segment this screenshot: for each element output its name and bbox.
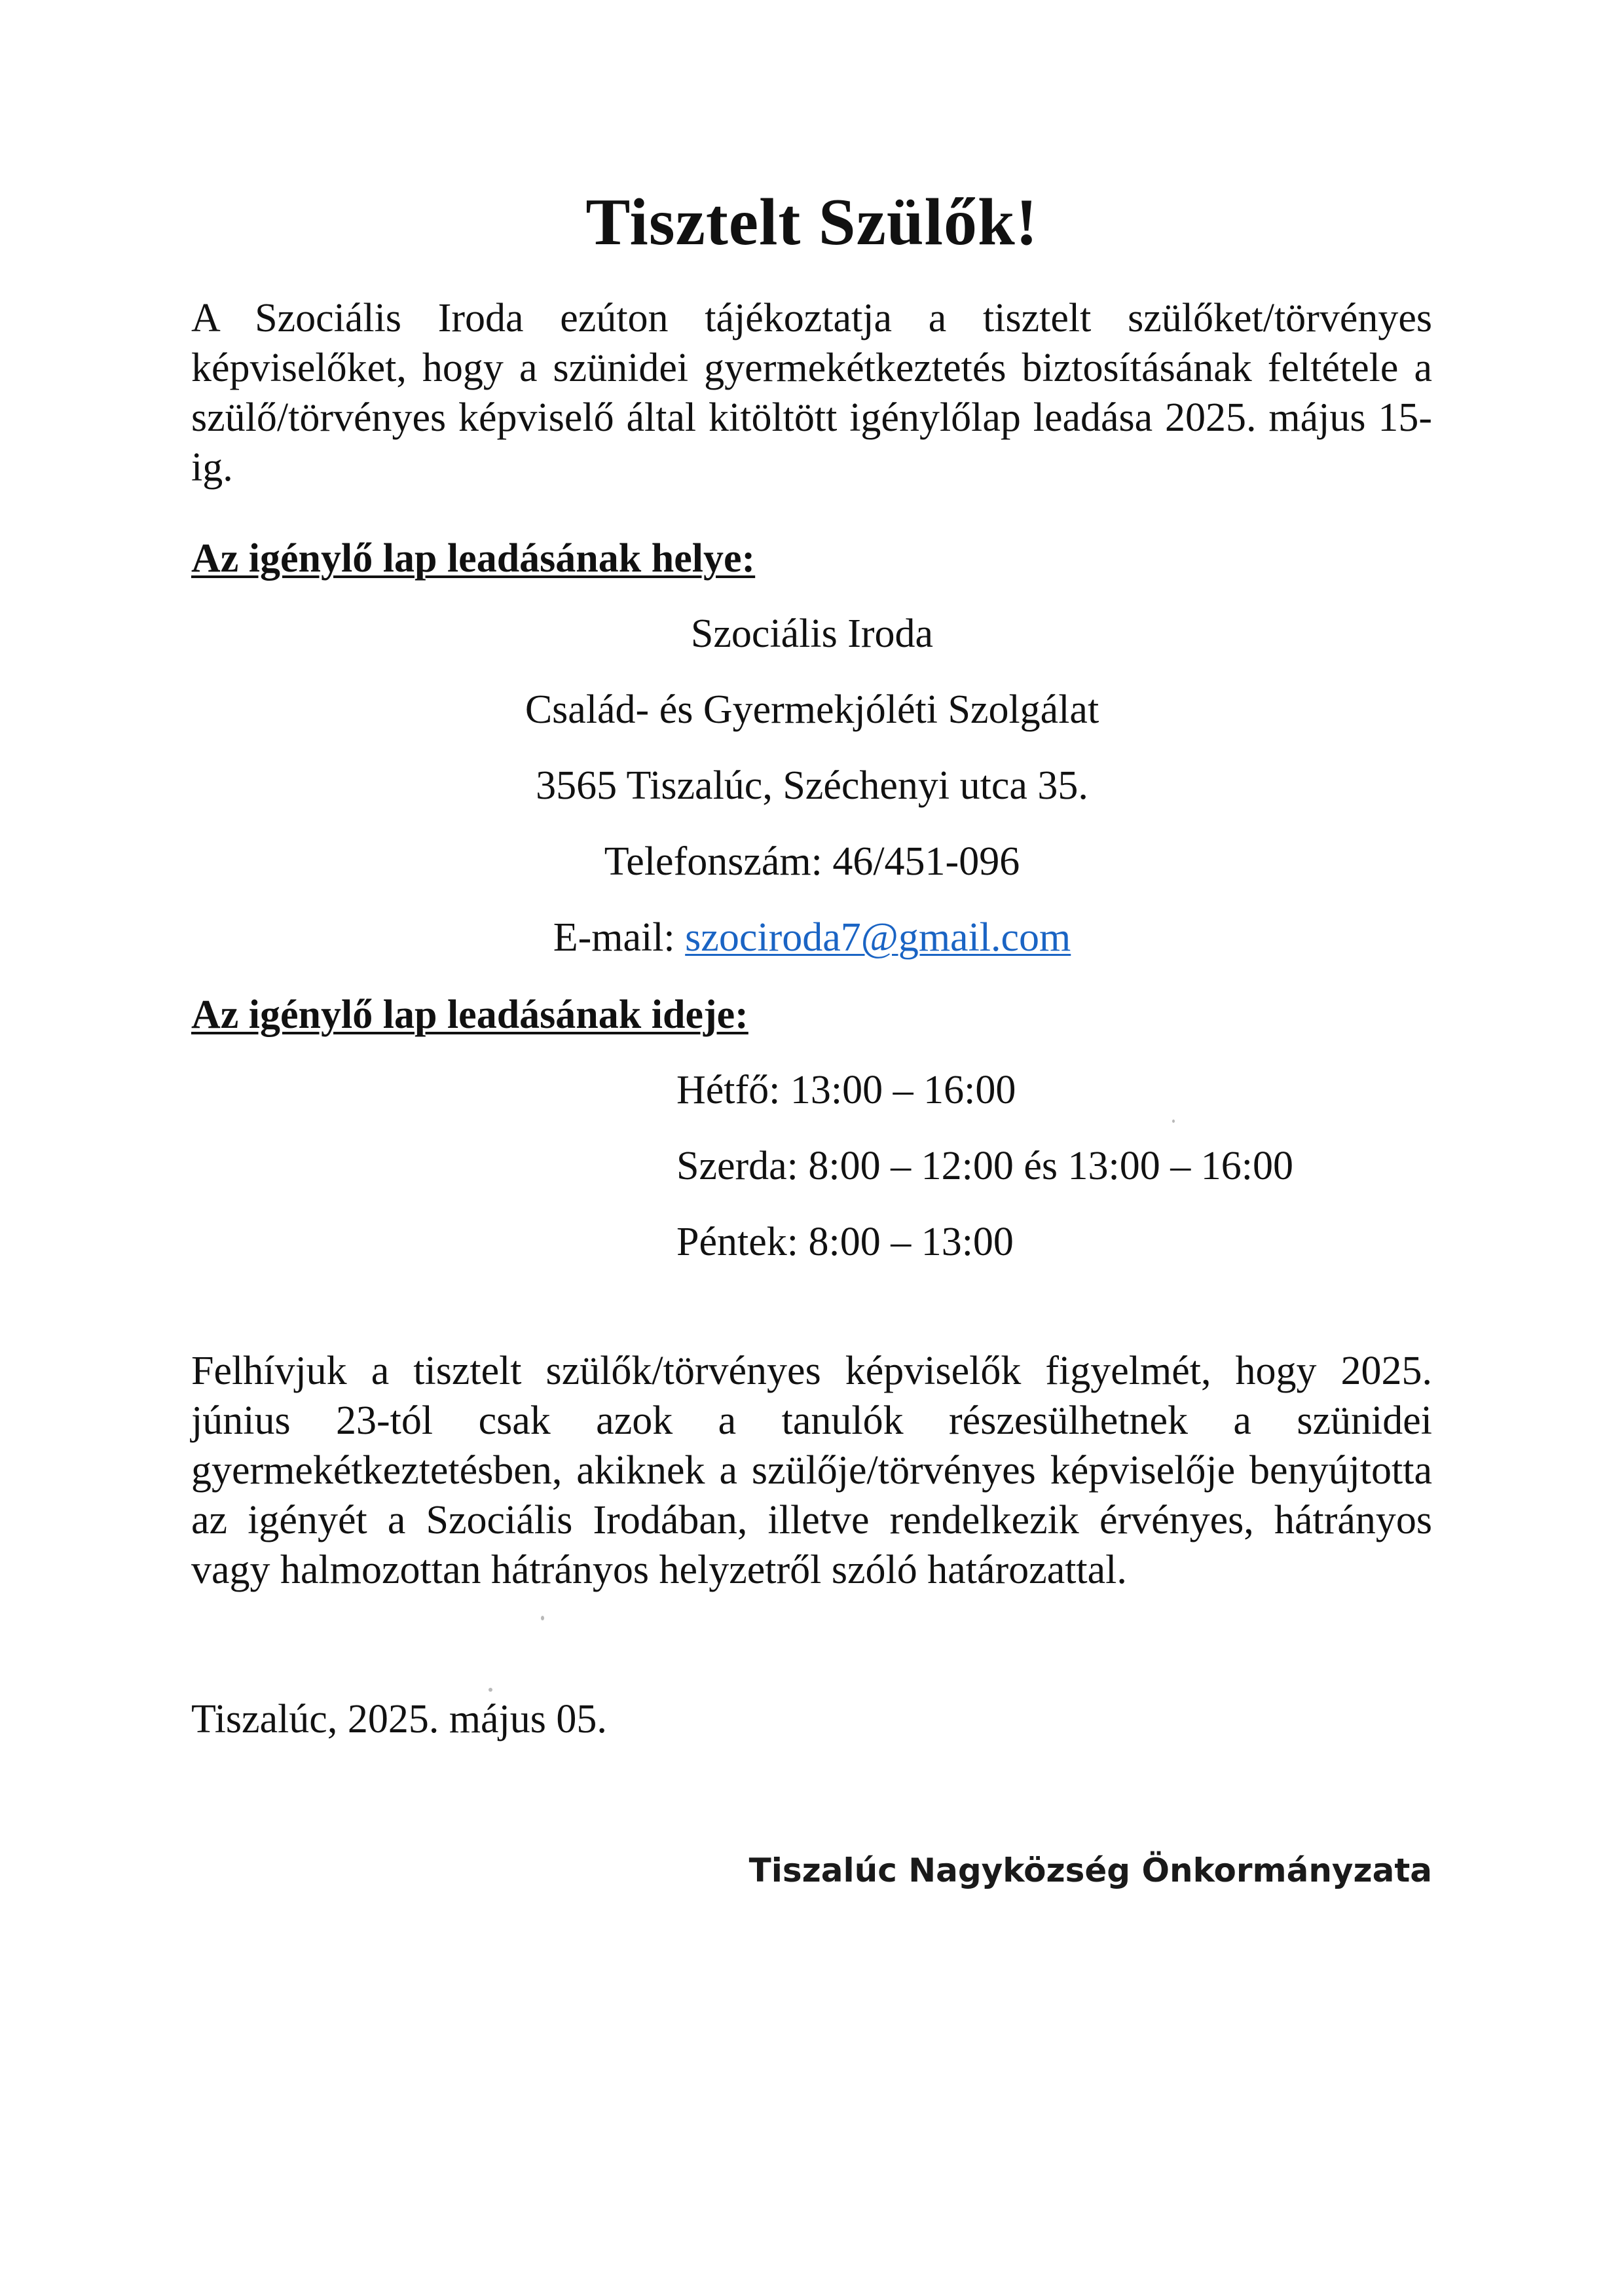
hours-wednesday: Szerda: 8:00 – 12:00 és 13:00 – 16:00 xyxy=(676,1144,1293,1188)
address-line: 3565 Tiszalúc, Széchenyi utca 35. xyxy=(536,763,1088,808)
hours-heading: Az igénylő lap leadásának ideje: xyxy=(191,993,748,1037)
scan-speck xyxy=(489,1688,492,1692)
page-title: Tisztelt Szülők! xyxy=(585,185,1039,259)
signature: Tiszalúc Nagyközség Önkormányzata xyxy=(748,1851,1432,1889)
email-line xyxy=(0,913,1624,962)
office-name: Szociális Iroda xyxy=(690,611,934,656)
phone-line: Telefonszám: 46/451-096 xyxy=(604,839,1020,884)
location-heading: Az igénylő lap leadásának helye: xyxy=(191,536,756,581)
intro-paragraph: A Szociális Iroda ezúton tájékoztatja a tisztelt szülőket/törvényes képviselőket, hogy a szünidei gyermekétkeztetés biztosításának feltétele a szülő/törvényes képviselő által kitöltött igénylőlap leadása 2025. május 15-ig. xyxy=(191,296,1432,490)
notice-paragraph: Felhívjuk a tisztelt szülők/törvényes képviselők figyelmét, hogy 2025. június 23-tól csak azok a tanulók részesülhetnek a szünidei gyermekétkeztetésben, akiknek a szülője/törvényes képviselője benyújtotta az igényét a Szociális Irodában, illetve rendelkezik érvényes, hátrányos vagy halmozottan hátrányos helyzetről szóló határozattal. xyxy=(191,1349,1432,1592)
hours-friday: Péntek: 8:00 – 13:00 xyxy=(676,1220,1014,1264)
scan-speck xyxy=(541,1616,544,1620)
email-label: E-mail: xyxy=(553,915,686,960)
scan-speck xyxy=(1172,1120,1175,1123)
email-link[interactable]: szociroda7@gmail.com xyxy=(685,915,1071,960)
hours-monday: Hétfő: 13:00 – 16:00 xyxy=(676,1068,1016,1112)
dateline: Tiszalúc, 2025. május 05. xyxy=(191,1697,607,1741)
service-name: Család- és Gyermekjóléti Szolgálat xyxy=(525,687,1099,732)
